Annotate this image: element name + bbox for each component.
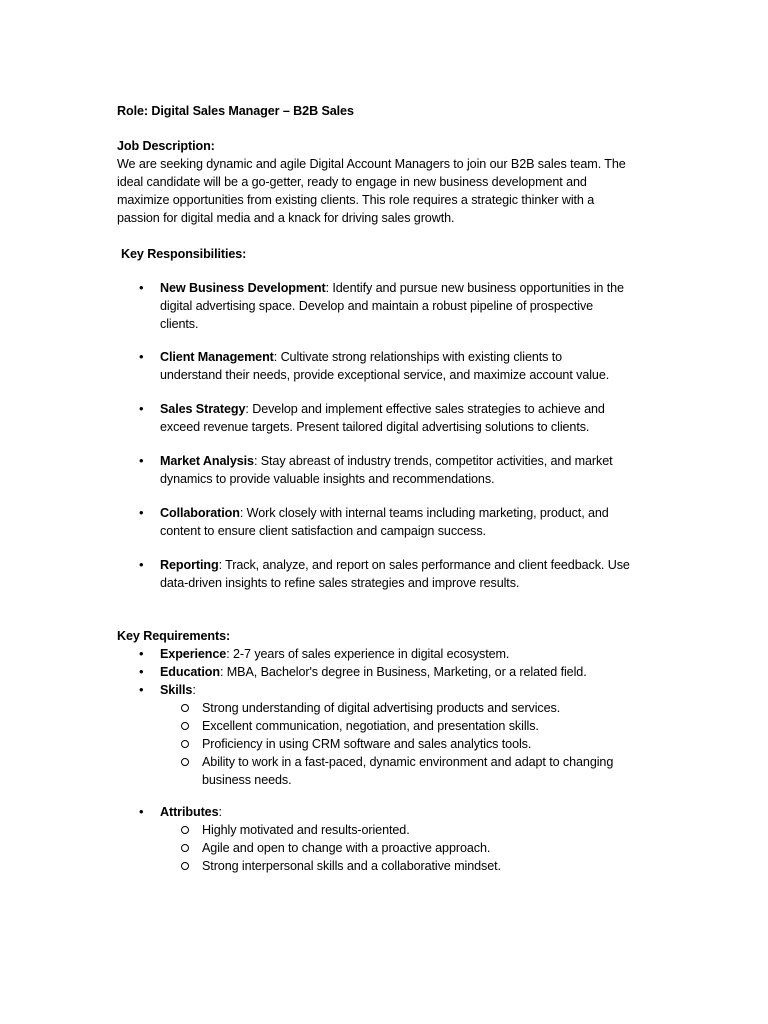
responsibility-term: New Business Development xyxy=(160,281,326,295)
responsibility-text: : Develop and implement effective sales strategies to achieve and xyxy=(245,402,605,416)
requirement-skills xyxy=(160,681,196,699)
bullet-icon: • xyxy=(139,646,144,661)
bullet-icon: • xyxy=(139,557,144,572)
requirement-attributes xyxy=(160,803,222,821)
responsibility-item xyxy=(160,556,630,574)
responsibility-text: : Track, analyze, and report on sales performance and client feedback. Use xyxy=(218,558,630,572)
requirement-text: : 2-7 years of sales experience in digital ecosystem. xyxy=(226,647,510,661)
bullet-icon: • xyxy=(139,804,144,819)
attribute-item: Highly motivated and results-oriented. xyxy=(202,823,410,837)
responsibility-text: : Work closely with internal teams including marketing, product, and xyxy=(239,506,609,520)
responsibility-term: Reporting xyxy=(160,558,219,572)
skill-item: Proficiency in using CRM software and sales analytics tools. xyxy=(202,737,532,751)
circle-bullet-icon xyxy=(181,704,189,712)
responsibilities-heading: Key Responsibilities: xyxy=(121,247,247,261)
bullet-icon: • xyxy=(139,401,144,416)
requirement-text: : xyxy=(192,683,196,697)
responsibility-text: : Stay abreast of industry trends, competitor activities, and market xyxy=(253,454,613,468)
job-description-line: maximize opportunities from existing clients. This role requires a strategic thinker with a xyxy=(117,193,595,207)
circle-bullet-icon xyxy=(181,862,189,870)
bullet-icon: • xyxy=(139,349,144,364)
responsibility-text: clients. xyxy=(160,317,199,331)
job-description-line: passion for digital media and a knack for driving sales growth. xyxy=(117,211,455,225)
responsibility-text: digital advertising space. Develop and maintain a robust pipeline of prospective xyxy=(160,299,594,313)
responsibility-item xyxy=(160,348,562,366)
bullet-icon: • xyxy=(139,682,144,697)
circle-bullet-icon xyxy=(181,722,189,730)
responsibility-text: data-driven insights to refine sales strategies and improve results. xyxy=(160,576,520,590)
requirement-text: : xyxy=(218,805,222,819)
job-description-heading: Job Description: xyxy=(117,139,215,153)
requirements-heading: Key Requirements: xyxy=(117,629,231,643)
responsibility-item xyxy=(160,279,624,297)
circle-bullet-icon xyxy=(181,758,189,766)
circle-bullet-icon xyxy=(181,740,189,748)
bullet-icon: • xyxy=(139,664,144,679)
responsibility-text: understand their needs, provide exceptional service, and maximize account value. xyxy=(160,368,610,382)
circle-bullet-icon xyxy=(181,844,189,852)
responsibility-text: exceed revenue targets. Present tailored digital advertising solutions to clients. xyxy=(160,420,590,434)
responsibility-term: Collaboration xyxy=(160,506,240,520)
responsibility-text: content to ensure client satisfaction and campaign success. xyxy=(160,524,486,538)
responsibility-text: : Cultivate strong relationships with existing clients to xyxy=(273,350,563,364)
bullet-icon: • xyxy=(139,280,144,295)
attribute-item: Agile and open to change with a proactive approach. xyxy=(202,841,491,855)
responsibility-item xyxy=(160,400,605,418)
responsibility-text: : Identify and pursue new business opportunities in the xyxy=(325,281,624,295)
bullet-icon: • xyxy=(139,505,144,520)
responsibility-text: dynamics to provide valuable insights and recommendations. xyxy=(160,472,495,486)
requirement-experience xyxy=(160,645,509,663)
requirement-term: Experience xyxy=(160,647,227,661)
requirement-term: Education xyxy=(160,665,220,679)
responsibility-term: Sales Strategy xyxy=(160,402,246,416)
skill-item: Excellent communication, negotiation, and presentation skills. xyxy=(202,719,539,733)
job-description-line: We are seeking dynamic and agile Digital Account Managers to join our B2B sales team. The xyxy=(117,157,626,171)
circle-bullet-icon xyxy=(181,826,189,834)
requirement-term: Skills xyxy=(160,683,193,697)
job-description-line: ideal candidate will be a go-getter, ready to engage in new business development and xyxy=(117,175,587,189)
requirement-education xyxy=(160,663,587,681)
responsibility-item xyxy=(160,504,609,522)
requirement-term: Attributes xyxy=(160,805,219,819)
skill-item: Strong understanding of digital advertising products and services. xyxy=(202,701,561,715)
skill-item: Ability to work in a fast-paced, dynamic environment and adapt to changing xyxy=(202,755,614,769)
skill-item-continued: business needs. xyxy=(202,773,292,787)
responsibility-term: Client Management xyxy=(160,350,274,364)
responsibility-term: Market Analysis xyxy=(160,454,254,468)
responsibility-item xyxy=(160,452,613,470)
role-title: Role: Digital Sales Manager – B2B Sales xyxy=(117,104,354,118)
attribute-item: Strong interpersonal skills and a collaborative mindset. xyxy=(202,859,501,873)
requirement-text: : MBA, Bachelor's degree in Business, Marketing, or a related field. xyxy=(219,665,587,679)
bullet-icon: • xyxy=(139,453,144,468)
